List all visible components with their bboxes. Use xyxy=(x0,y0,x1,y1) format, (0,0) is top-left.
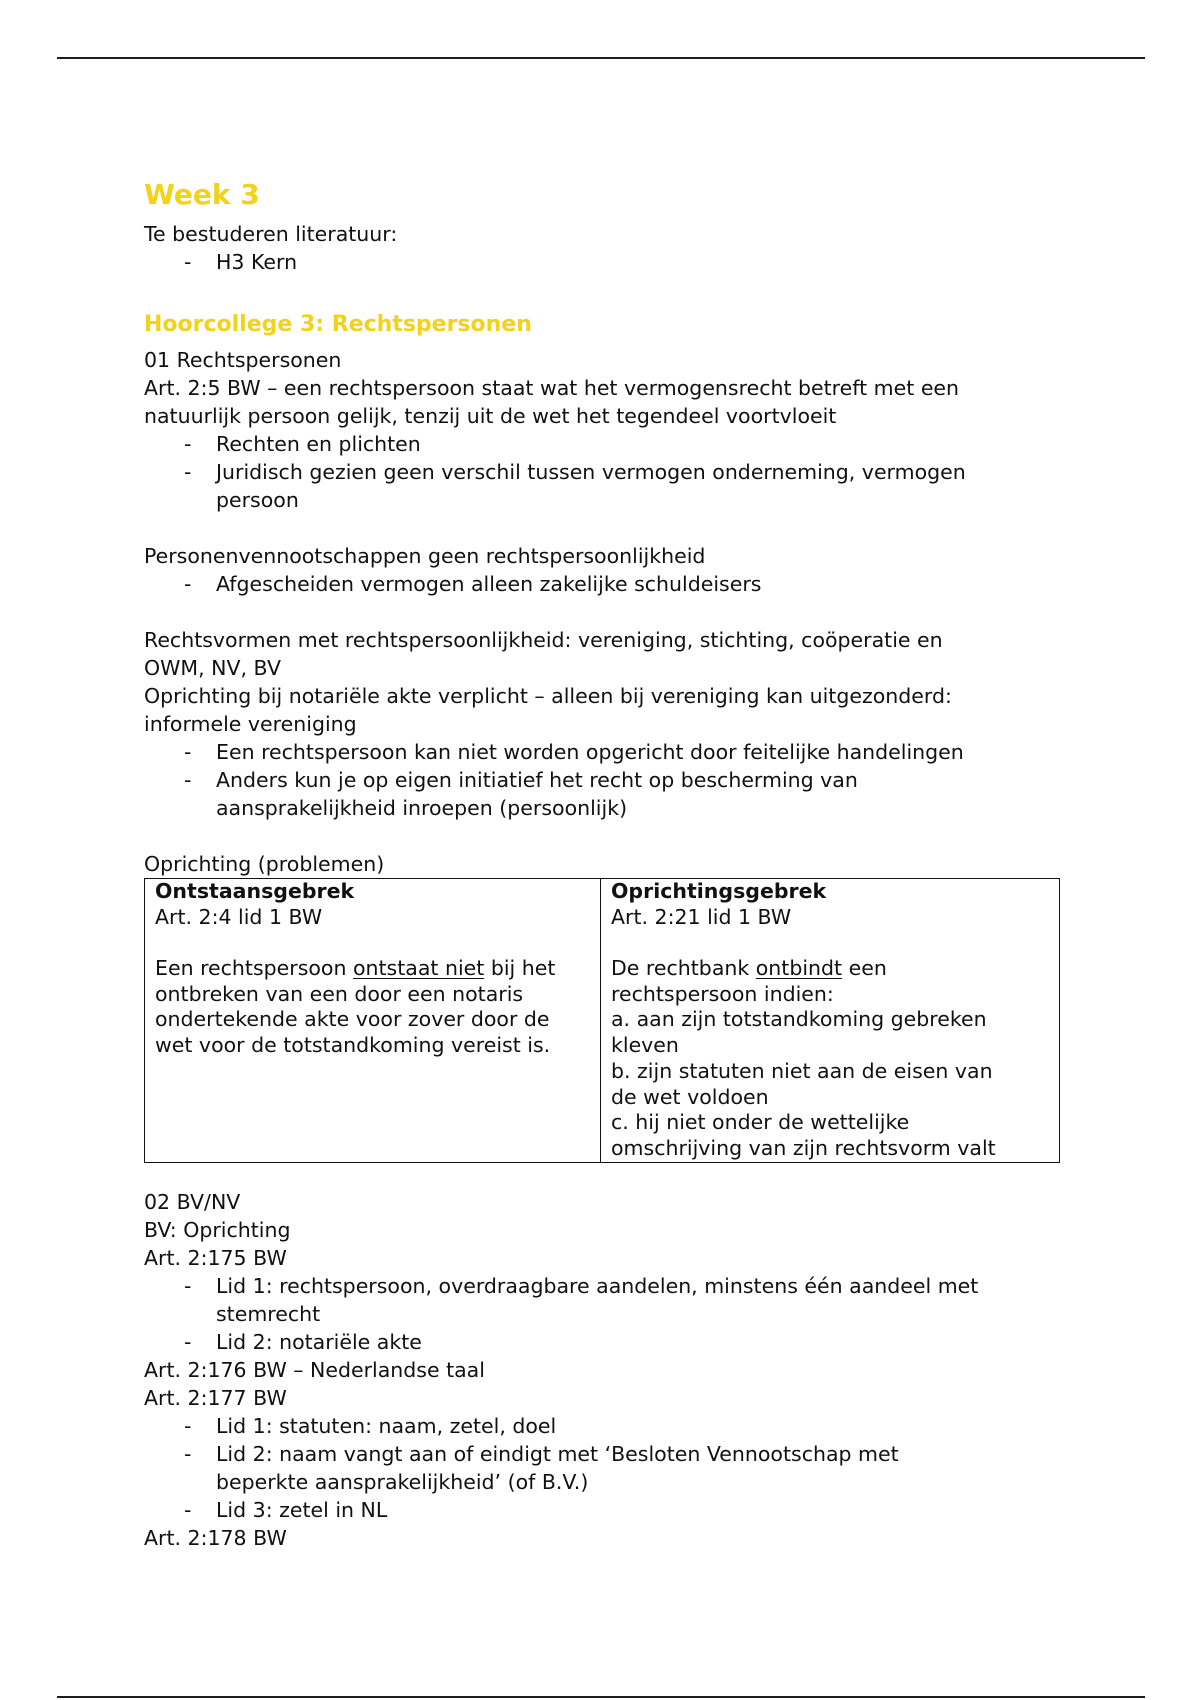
text-line: Rechtsvormen met rechtspersoonlijkheid: vereniging, stichting, coöperatie en xyxy=(144,628,943,652)
text-line: natuurlijk persoon gelijk, tenzij uit de wet het tegendeel voortvloeit xyxy=(144,404,837,428)
text-line: informele vereniging xyxy=(144,712,357,736)
blank-line xyxy=(611,930,1053,956)
cell-text-segment: De rechtbank xyxy=(611,956,756,981)
table-caption: Oprichting (problemen) xyxy=(144,852,385,876)
bullet-item xyxy=(144,738,1144,766)
cell-text-segment: Een rechtspersoon xyxy=(155,956,353,981)
blank-line xyxy=(155,930,594,956)
bullet-text: Afgescheiden vermogen alleen zakelijke schuldeisers xyxy=(216,572,762,596)
cell-text-line: ondertekende akte voor zover door de xyxy=(155,1007,550,1032)
bullet-item xyxy=(144,1440,1144,1496)
bullet-dash: - xyxy=(184,740,192,764)
cell-text-line: b. zijn statuten niet aan de eisen van xyxy=(611,1058,993,1083)
bullet-dash: - xyxy=(184,1413,192,1438)
bullet-text: Een rechtspersoon kan niet worden opgericht door feitelijke handelingen xyxy=(216,740,964,764)
cell-text-line: c. hij niet onder de wettelijke xyxy=(611,1110,910,1135)
table-row xyxy=(145,879,1060,1163)
footer-rule xyxy=(57,1696,1145,1698)
underlined-text: ontbindt xyxy=(755,956,843,981)
section-rechtspersonen xyxy=(144,346,1144,1163)
bullet-text: Lid 3: zetel in NL xyxy=(216,1497,388,1522)
bullet-dash: - xyxy=(184,1273,192,1298)
bullet-dash: - xyxy=(184,460,192,484)
section-heading: 02 BV/NV xyxy=(144,1189,241,1214)
cell-text-line: omschrijving van zijn rechtsvorm valt xyxy=(611,1135,996,1160)
bullet-text: Lid 1: rechtspersoon, overdraagbare aandelen, minstens één aandeel met xyxy=(216,1273,979,1298)
bullet-item xyxy=(144,570,1144,598)
cell-text-line xyxy=(155,956,594,982)
subheading: BV: Oprichting xyxy=(144,1217,291,1242)
cell-text-line: ontbreken van een door een notaris xyxy=(155,981,524,1006)
cell-text-line: wet voor de totstandkoming vereist is. xyxy=(155,1033,551,1058)
literature-item xyxy=(144,248,1144,276)
bullet-dash: - xyxy=(184,768,192,792)
blank-line xyxy=(144,598,1144,626)
bullet-item xyxy=(144,1496,1144,1524)
bullet-text: Anders kun je op eigen initiatief het recht op bescherming van xyxy=(216,768,858,792)
founding-problems-table xyxy=(144,878,1060,1163)
bullet-item xyxy=(144,1412,1144,1440)
bullet-item xyxy=(144,430,1144,458)
table-cell-oprichtingsgebrek xyxy=(601,879,1060,1163)
section-heading: 01 Rechtspersonen xyxy=(144,348,342,372)
article-line: Art. 2:178 BW xyxy=(144,1525,287,1550)
cell-text-line: kleven xyxy=(611,1033,679,1058)
bullet-dash: - xyxy=(184,432,192,456)
table-cell-ontstaansgebrek xyxy=(145,879,601,1163)
bullet-text: Lid 1: statuten: naam, zetel, doel xyxy=(216,1413,557,1438)
cell-title: Oprichtingsgebrek xyxy=(611,879,827,903)
cell-text-line xyxy=(611,956,1053,982)
bullet-item xyxy=(144,458,1144,514)
cell-text-segment: bij het xyxy=(484,956,556,981)
article-line: Art. 2:176 BW – Nederlandse taal xyxy=(144,1357,485,1382)
bullet-dash: - xyxy=(184,250,192,274)
literature-item-text: H3 Kern xyxy=(216,250,298,274)
bullet-dash: - xyxy=(184,1329,192,1354)
text-line: Art. 2:5 BW – een rechtspersoon staat wat het vermogensrecht betreft met een xyxy=(144,376,960,400)
cell-article: Art. 2:4 lid 1 BW xyxy=(155,904,323,929)
lecture-title: Hoorcollege 3: Rechtspersonen xyxy=(144,312,532,337)
article-line: Art. 2:177 BW xyxy=(144,1385,287,1410)
bullet-text: persoon xyxy=(216,488,299,512)
text-line: OWM, NV, BV xyxy=(144,656,281,680)
bullet-dash: - xyxy=(184,572,192,596)
bullet-text: Juridisch gezien geen verschil tussen vermogen onderneming, vermogen xyxy=(216,460,966,484)
underlined-text: ontstaat niet xyxy=(352,956,485,981)
section-bv-nv xyxy=(144,1188,1144,1552)
cell-text-line: rechtspersoon indien: xyxy=(611,981,834,1006)
cell-text-segment: een xyxy=(842,956,887,981)
text-line: Personenvennootschappen geen rechtspersoonlijkheid xyxy=(144,544,706,568)
literature-block xyxy=(144,220,1144,276)
cell-article: Art. 2:21 lid 1 BW xyxy=(611,904,792,929)
text-line: Oprichting bij notariële akte verplicht – alleen bij vereniging kan uitgezonderd: xyxy=(144,684,952,708)
bullet-dash: - xyxy=(184,1497,192,1522)
week-title: Week 3 xyxy=(144,178,260,211)
literature-label: Te bestuderen literatuur: xyxy=(144,222,398,246)
bullet-dash: - xyxy=(184,1441,192,1466)
bullet-text: beperkte aansprakelijkheid’ (of B.V.) xyxy=(216,1469,589,1494)
page-content xyxy=(144,178,1144,1552)
bullet-text: aansprakelijkheid inroepen (persoonlijk) xyxy=(216,796,628,820)
blank-line xyxy=(144,822,1144,850)
cell-title: Ontstaansgebrek xyxy=(155,879,355,903)
bullet-text: Lid 2: notariële akte xyxy=(216,1329,422,1354)
bullet-text: Rechten en plichten xyxy=(216,432,421,456)
article-line: Art. 2:175 BW xyxy=(144,1245,287,1270)
bullet-text: Lid 2: naam vangt aan of eindigt met ‘Besloten Vennootschap met xyxy=(216,1441,899,1466)
header-rule xyxy=(57,57,1145,59)
blank-line xyxy=(144,514,1144,542)
bullet-item xyxy=(144,1272,1144,1328)
cell-text-line: a. aan zijn totstandkoming gebreken xyxy=(611,1007,987,1032)
bullet-text: stemrecht xyxy=(216,1301,321,1326)
bullet-item xyxy=(144,766,1144,822)
bullet-item xyxy=(144,1328,1144,1356)
cell-text-line: de wet voldoen xyxy=(611,1084,769,1109)
